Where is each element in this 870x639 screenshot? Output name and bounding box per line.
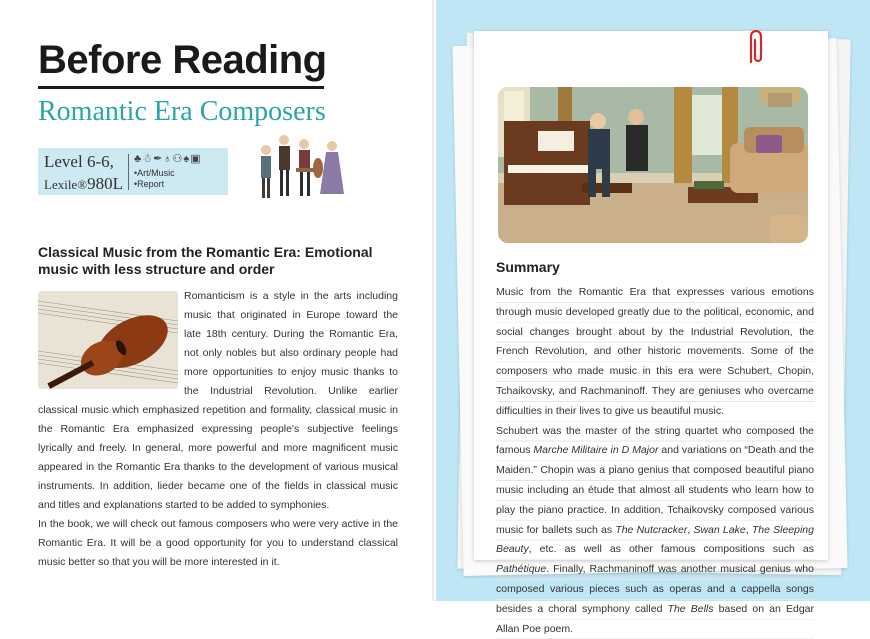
page-title: Before Reading xyxy=(38,38,327,82)
summary-paragraph-2 xyxy=(496,422,814,639)
lexile-value: 980L xyxy=(87,174,123,193)
left-page xyxy=(0,0,436,601)
work-title: The Bells xyxy=(667,602,714,615)
summary-text-run: based on an Edgar Allan Poe poem. xyxy=(496,602,814,635)
work-title: Marche Militaire in D Major xyxy=(533,444,659,457)
level-label: Level 6-6, xyxy=(44,152,114,171)
title-underline xyxy=(38,86,324,89)
summary-text-run: , xyxy=(745,523,752,536)
image-spacer xyxy=(38,287,184,391)
intro-text xyxy=(38,287,398,572)
summary-text-run: , etc. as well as other famous compositions such as xyxy=(528,543,814,556)
summary-text-run: , xyxy=(687,523,694,536)
musicians-illustration xyxy=(252,128,352,202)
level-badge xyxy=(38,148,228,195)
lexile-label xyxy=(44,174,123,194)
summary-heading: Summary xyxy=(496,259,560,275)
summary-text-run: Schubert was the master of the string quartet who composed the famous xyxy=(496,424,814,457)
page-subtitle: Romantic Era Composers xyxy=(38,96,326,127)
summary-paragraph-1: Music from the Romantic Era that expresses various emotions through music developed greatly due to the political, economic, and social changes brought about by the Industrial Revolution, the French Revolution, and other historic movements. Some of the composers who made music in this era were Schubert, Chopin, Tchaikovsky, and Rachmaninoff. They are geniuses who overcame difficulties in their lives to give us beautiful music. xyxy=(496,286,814,417)
work-title: The Nutcracker xyxy=(615,523,688,536)
summary-text-run: . Finally, Rachmaninoff was another musical genius who composed various pieces such as operas and a cappella songs besides a choral symphony called xyxy=(496,563,814,615)
tag-report: •Report xyxy=(134,179,165,189)
level-divider xyxy=(128,154,129,190)
work-title: Pathétique xyxy=(496,563,547,576)
intro-paragraph-1: Romanticism is a style in the arts including music that originated in Europe toward the late 18th century. During the Romantic Era, not only nobles but also ordinary people had more opportunities to enjoy music thanks to the Industrial Revolution. Unlike earlier classical music which emphasized repetition and formality, classical music in the Romantic Era emphasized expressing people's subjective feelings lyrically and freely. In general, more powerful and more magnificent music appeared in the Romantic Era thanks to the development of various musical instruments. In addition, lieder became one of the fields in classical music and titles and explanations started to be added to symphonies. xyxy=(38,290,398,511)
paperclip-icon xyxy=(745,28,767,68)
summary-text xyxy=(496,283,814,639)
work-title: Swan Lake xyxy=(693,523,746,536)
tag-art-music: •Art/Music xyxy=(134,168,175,178)
summary-text-run: and variations on “Death and the Maiden.” Chopin was a piano genius that composed beautiful piano music including an étude that almost all students who learn how to play the piano practice. In addition, Tchaikovsky composed various music for ballets such as xyxy=(496,444,814,536)
section-heading: Classical Music from the Romantic Era: Emotional music with less structure and order xyxy=(38,244,373,277)
intro-paragraph-2: In the book, we will check out famous composers who were very active in the Romantic Era. It will be a good opportunity for you to understand classical music better so that you will be more interested in it. xyxy=(38,518,398,568)
summary-paper xyxy=(474,31,828,635)
piano-room-illustration xyxy=(498,87,808,243)
category-icons: ♣☃✒♁⚇♠▣ xyxy=(134,153,202,165)
work-title: The Sleeping Beauty xyxy=(496,523,814,556)
lexile-prefix: Lexile® xyxy=(44,177,88,192)
